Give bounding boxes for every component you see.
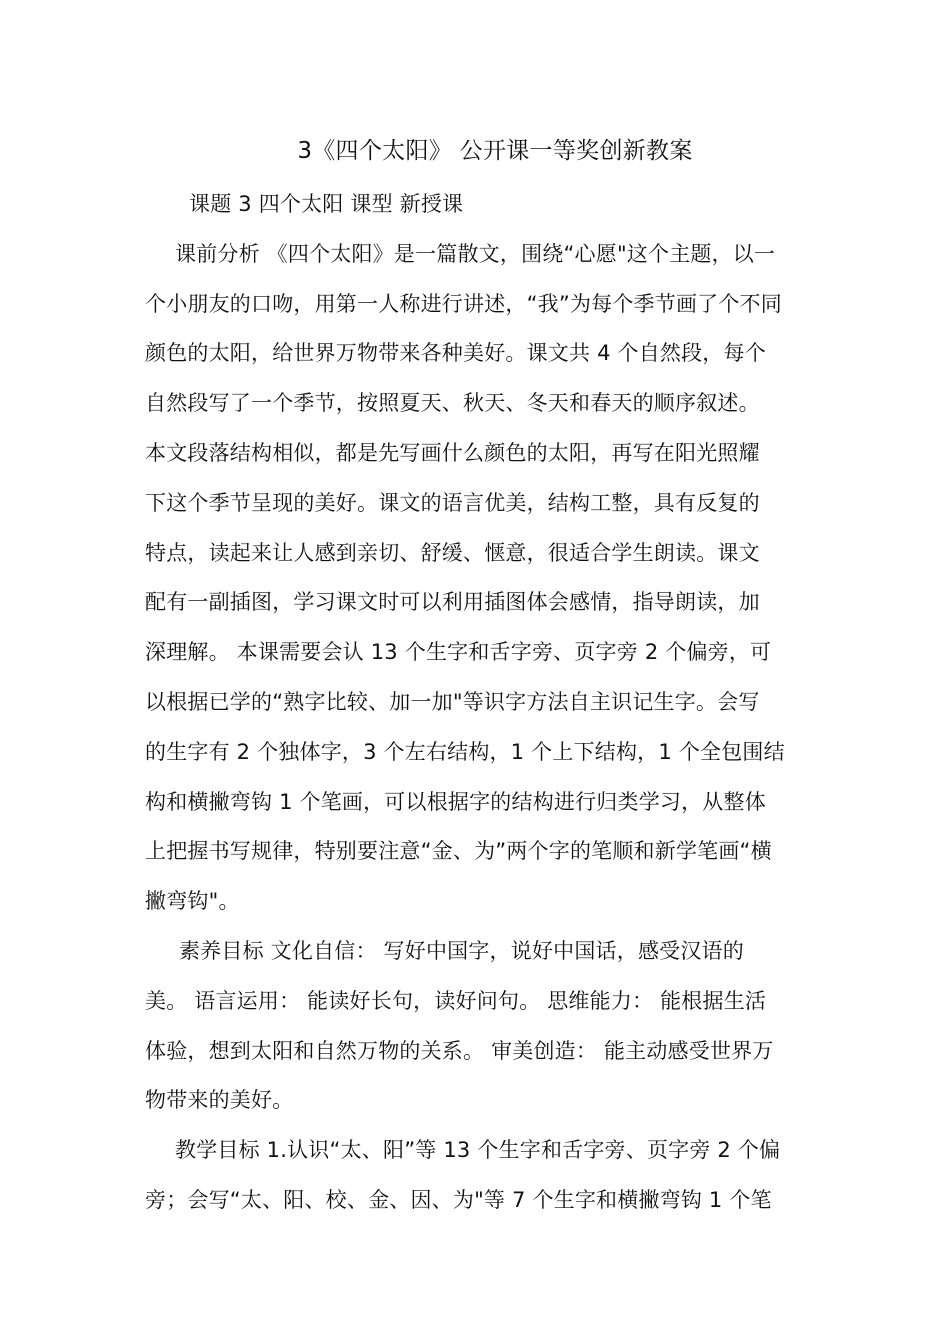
document-title: 3《四个太阳》 公开课一等奖创新教案 — [297, 138, 693, 164]
paragraph-line: 旁；会写“太、阳、校、金、因、为"等 7 个生字和横撇弯钩 1 个笔 — [145, 1187, 772, 1212]
paragraph-line: 本文段落结构相似，都是先写画什么颜色的太阳，再写在阳光照耀 — [145, 440, 760, 465]
paragraph-line: 深理解。 本课需要会认 13 个生字和舌字旁、页字旁 2 个偏旁，可 — [145, 640, 772, 665]
paragraph-line: 颜色的太阳，给世界万物带来各种美好。课文共 4 个自然段，每个 — [145, 341, 766, 366]
paragraph-line: 撇弯钩"。 — [145, 889, 240, 914]
paragraph-line: 素养目标 文化自信： 写好中国字，说好中国话，感受汉语的 — [179, 938, 744, 963]
paragraph-line: 个小朋友的口吻，用第一人称进行讲述，“我”为每个季节画了个不同 — [145, 291, 782, 316]
lesson-info-line: 课题 3 四个太阳 课型 新授课 — [189, 192, 464, 216]
document-body — [145, 180, 807, 1226]
paragraph-line: 课前分析 《四个太阳》是一篇散文，围绕“心愿"这个主题，以一 — [175, 241, 776, 266]
paragraph-line: 的生字有 2 个独体字，3 个左右结构，1 个上下结构，1 个全包围结 — [145, 739, 785, 764]
paragraph-line: 以根据已学的“熟字比较、加一加"等识字方法自主识记生字。会写 — [145, 689, 760, 714]
paragraph-line: 美。 语言运用： 能读好长句，读好问句。 思维能力： 能根据生活 — [145, 988, 767, 1013]
paragraph-line: 构和横撇弯钩 1 个笔画，可以根据字的结构进行归类学习，从整体 — [145, 789, 766, 814]
paragraph-line: 体验，想到太阳和自然万物的关系。 审美创造： 能主动感受世界万 — [145, 1038, 774, 1063]
paragraph-line: 下这个季节呈现的美好。课文的语言优美，结构工整，具有反复的 — [145, 490, 760, 515]
paragraph-line: 上把握书写规律，特别要注意“金、为”两个字的笔顺和新学笔画“横 — [145, 839, 772, 864]
paragraph-line: 配有一副插图，学习课文时可以利用插图体会感情，指导朗读，加 — [145, 590, 760, 615]
paragraph-line: 物带来的美好。 — [145, 1088, 294, 1113]
paragraph-line: 特点，读起来让人感到亲切、舒缓、惬意，很适合学生朗读。课文 — [145, 540, 760, 565]
paragraph-line: 自然段写了一个季节，按照夏天、秋天、冬天和春天的顺序叙述。 — [145, 391, 760, 416]
paragraph-line: 教学目标 1.认识“太、阳”等 13 个生字和舌字旁、页字旁 2 个偏 — [175, 1138, 781, 1163]
